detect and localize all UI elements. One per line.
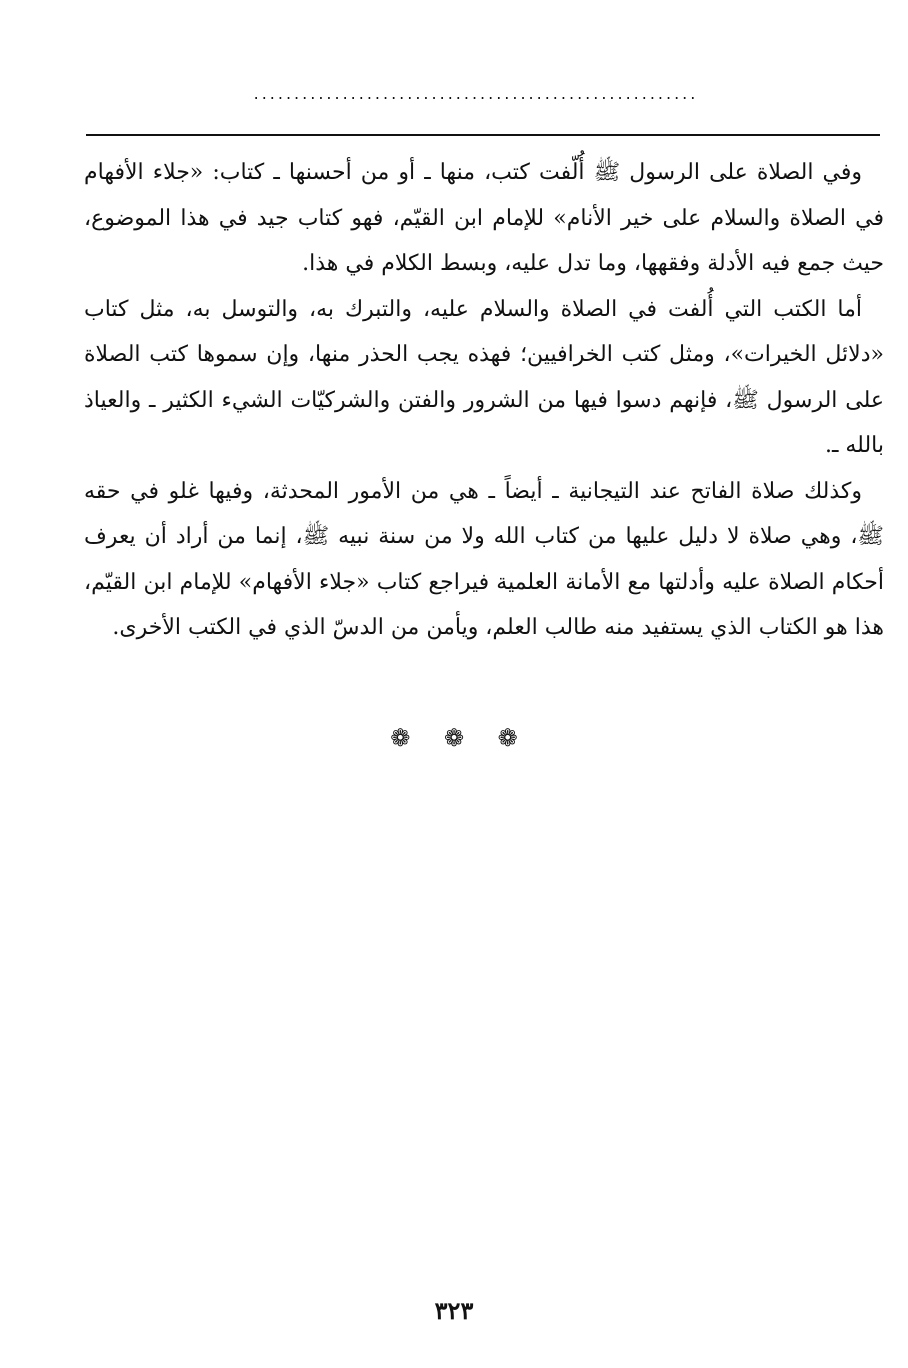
paragraph-3: وكذلك صلاة الفاتح عند التيجانية ـ أيضاً ـ هي من الأمور المحدثة، وفيها غلو في حقه ﷺ، وهي صلاة لا دليل عليها من كتاب الله ولا من سنة نبيه ﷺ، إنما من أراد أن يعرف أحكام الصلاة عليه وأدلتها مع الأمانة العلمية فيراجع كتاب «جلاء الأفهام» للإمام ابن القيّم، هذا هو الكتاب الذي يستفيد منه طالب العلم، ويأمن من الدسّ الذي في الكتب الأخرى. <box>84 478 884 640</box>
main-text <box>84 150 884 651</box>
header-rule <box>86 134 880 136</box>
page-number: ٣٢٣ <box>434 1296 474 1325</box>
paragraph-2: أما الكتب التي أُلفت في الصلاة والسلام عليه، والتبرك به، والتوسل به، مثل كتاب «دلائل الخيرات»، ومثل كتب الخرافيين؛ فهذه يجب الحذر منها، وإن سموها كتب الصلاة على الرسول ﷺ، فإنهم دسوا فيها من الشرور والفتن والشركيّات الشيء الكثير ـ والعياذ بالله ـ. <box>84 296 884 458</box>
paragraph-1: وفي الصلاة على الرسول ﷺ أُلّفت كتب، منها ـ أو من أحسنها ـ كتاب: «جلاء الأفهام في الصلاة والسلام على خير الأنام» للإمام ابن القيّم، فهو كتاب جيد في هذا الموضوع، حيث جمع فيه الأدلة وفقهها، وما تدل عليه، وبسط الكلام في هذا. <box>84 160 884 276</box>
section-end-ornament: ❁ ❁ ❁ <box>390 724 518 752</box>
header-dotted-line: ....................................................... <box>253 84 699 103</box>
